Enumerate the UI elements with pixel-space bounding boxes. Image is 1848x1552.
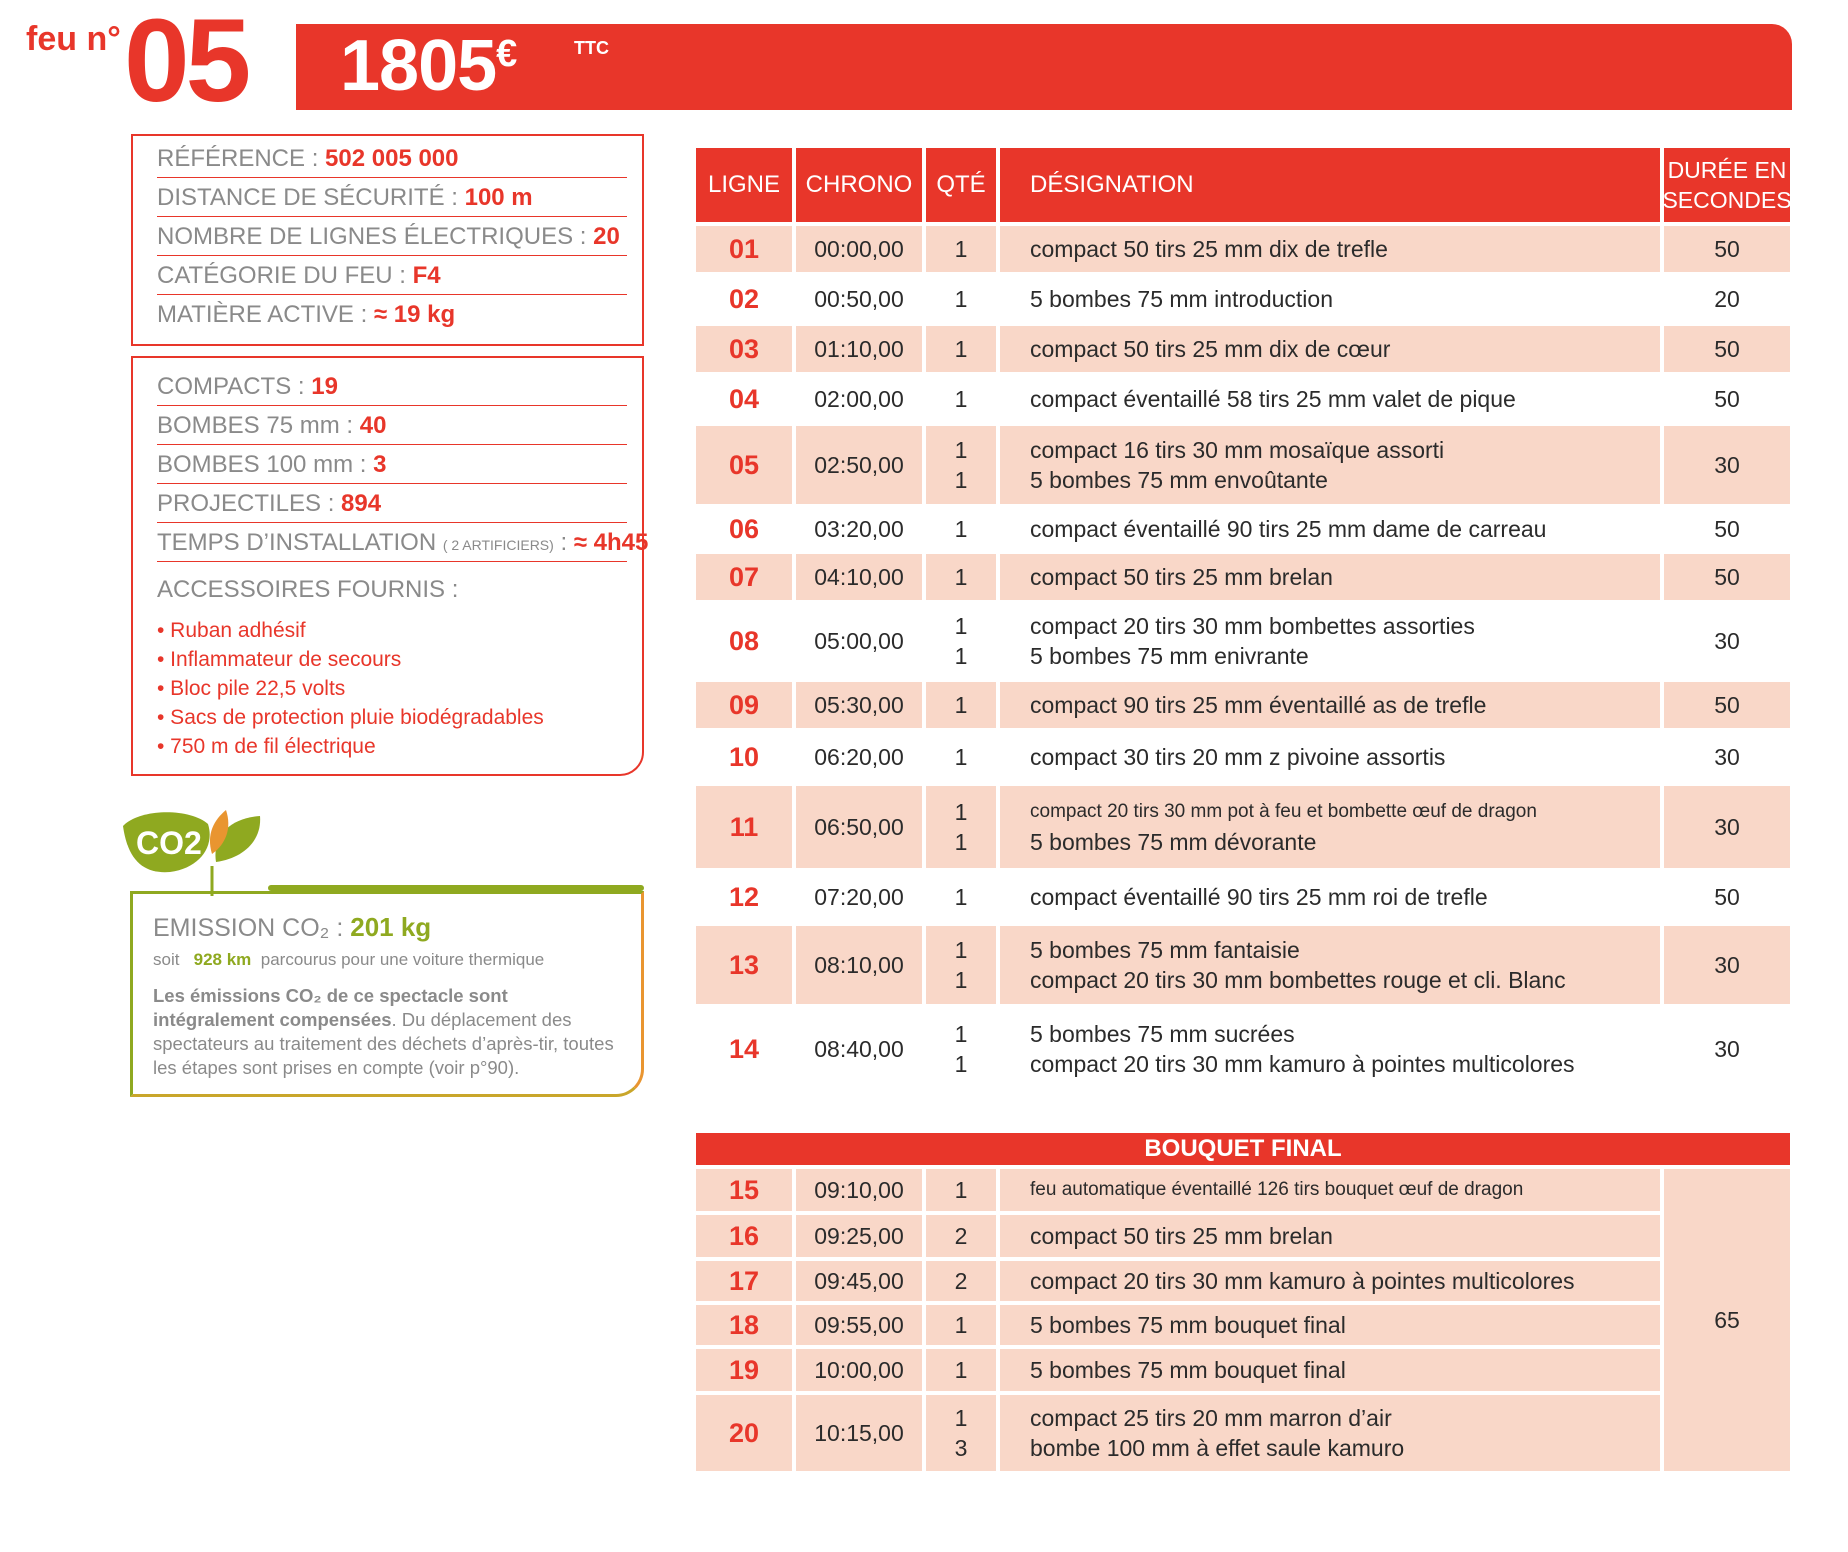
cell-designation bbox=[1000, 1305, 1660, 1345]
qte-line: 1 bbox=[954, 613, 968, 639]
price bbox=[340, 26, 517, 106]
qte-line: 1 bbox=[954, 692, 968, 718]
cell-duree: 50 bbox=[1714, 691, 1740, 718]
co2-leaf-icon bbox=[120, 806, 280, 896]
column-separator bbox=[1660, 682, 1664, 728]
currency: € bbox=[496, 33, 517, 75]
column-separator bbox=[922, 226, 926, 272]
qte-line: 1 bbox=[954, 1405, 968, 1431]
cell-qte bbox=[926, 1395, 996, 1471]
des-line: 5 bombes 75 mm envoûtante bbox=[1030, 467, 1328, 493]
stat-projectiles: PROJECTILES : 894 bbox=[157, 485, 627, 523]
cell-chrono: 08:10,00 bbox=[814, 951, 904, 978]
column-separator bbox=[996, 1349, 1000, 1391]
cell-designation bbox=[1000, 1215, 1660, 1257]
cell-ligne: 18 bbox=[728, 1309, 760, 1340]
column-separator bbox=[922, 1169, 926, 1211]
qte-line: 1 bbox=[954, 829, 968, 855]
cell-duree: 30 bbox=[1714, 813, 1740, 840]
column-separator bbox=[1660, 732, 1664, 782]
co2-box bbox=[130, 891, 644, 1097]
cell-designation bbox=[1000, 276, 1660, 322]
cell-qte bbox=[926, 226, 996, 272]
qte-line: 1 bbox=[954, 336, 968, 362]
column-separator bbox=[1660, 1349, 1664, 1391]
qte-line: 1 bbox=[954, 884, 968, 910]
price-bar bbox=[296, 24, 1792, 110]
stat-bombes-75: BOMBES 75 mm : 40 bbox=[157, 407, 627, 445]
column-separator bbox=[1660, 1261, 1664, 1301]
cell-designation bbox=[1000, 1395, 1660, 1471]
cell-qte bbox=[926, 682, 996, 728]
cell-ligne: 12 bbox=[728, 881, 760, 912]
column-separator bbox=[922, 1349, 926, 1391]
column-separator bbox=[792, 554, 796, 600]
cell-chrono: 09:45,00 bbox=[814, 1267, 904, 1294]
des-line: compact 30 tirs 20 mm z pivoine assortis bbox=[1030, 744, 1446, 770]
col-header-duree: DURÉE EN SECONDES bbox=[1664, 148, 1790, 222]
cell-ligne: 13 bbox=[728, 949, 760, 980]
column-separator bbox=[1660, 1395, 1664, 1471]
cell-chrono: 09:25,00 bbox=[814, 1222, 904, 1249]
qte-line: 1 bbox=[954, 1357, 968, 1383]
column-separator bbox=[792, 1395, 796, 1471]
cell-qte bbox=[926, 276, 996, 322]
qte-line: 2 bbox=[954, 1223, 968, 1249]
cell-chrono: 03:20,00 bbox=[814, 515, 904, 542]
column-separator bbox=[996, 376, 1000, 422]
stat-compacts: COMPACTS : 19 bbox=[157, 368, 627, 406]
column-separator bbox=[1660, 1169, 1664, 1211]
column-separator bbox=[996, 426, 1000, 504]
column-separator bbox=[996, 872, 1000, 922]
column-separator bbox=[1660, 926, 1664, 1004]
col-header-chrono: CHRONO bbox=[796, 148, 922, 222]
des-line: 5 bombes 75 mm bouquet final bbox=[1030, 1312, 1346, 1338]
cell-ligne: 20 bbox=[728, 1417, 760, 1448]
cell-ligne: 07 bbox=[728, 561, 760, 592]
des-line: compact 50 tirs 25 mm dix de cœur bbox=[1030, 336, 1391, 362]
column-separator bbox=[922, 604, 926, 678]
column-separator bbox=[792, 604, 796, 678]
column-separator bbox=[922, 554, 926, 600]
cell-chrono: 09:55,00 bbox=[814, 1311, 904, 1338]
des-line: compact 16 tirs 30 mm mosaïque assorti bbox=[1030, 437, 1445, 463]
qte-line: 2 bbox=[954, 1268, 968, 1294]
column-separator bbox=[1660, 604, 1664, 678]
cell-designation bbox=[1000, 732, 1660, 782]
column-separator bbox=[792, 276, 796, 322]
cell-chrono: 04:10,00 bbox=[814, 563, 904, 590]
column-separator bbox=[996, 1395, 1000, 1471]
cell-duree: 20 bbox=[1714, 285, 1740, 312]
accessories-list bbox=[157, 616, 544, 761]
cell-ligne: 06 bbox=[728, 513, 760, 544]
column-separator bbox=[922, 376, 926, 422]
cell-qte bbox=[926, 376, 996, 422]
column-separator bbox=[792, 1169, 796, 1211]
column-separator bbox=[996, 1008, 1000, 1090]
des-line: feu automatique éventaillé 126 tirs bouquet œuf de dragon bbox=[1030, 1179, 1524, 1200]
cell-duree: 30 bbox=[1714, 1035, 1740, 1062]
des-line: compact 20 tirs 30 mm kamuro à pointes multicolores bbox=[1030, 1268, 1575, 1294]
info-categorie: CATÉGORIE DU FEU : F4 bbox=[157, 257, 627, 295]
column-separator bbox=[922, 1305, 926, 1345]
des-line: compact 50 tirs 25 mm dix de trefle bbox=[1030, 236, 1388, 262]
cell-designation bbox=[1000, 554, 1660, 600]
column-separator bbox=[922, 1395, 926, 1471]
cell-qte bbox=[926, 1261, 996, 1301]
cell-ligne: 09 bbox=[728, 689, 760, 720]
col-header-ligne: LIGNE bbox=[696, 148, 792, 222]
cell-duree: 50 bbox=[1714, 883, 1740, 910]
cell-ligne: 10 bbox=[728, 741, 760, 772]
qte-line: 1 bbox=[954, 937, 968, 963]
ttc-label: TTC bbox=[574, 38, 609, 58]
cell-ligne: 03 bbox=[728, 333, 760, 364]
des-line: 5 bombes 75 mm bouquet final bbox=[1030, 1357, 1346, 1383]
column-separator bbox=[792, 786, 796, 868]
cell-designation bbox=[1000, 508, 1660, 550]
des-line: compact 50 tirs 25 mm brelan bbox=[1030, 1223, 1333, 1249]
cell-chrono: 00:00,00 bbox=[814, 235, 904, 262]
column-separator bbox=[1660, 326, 1664, 372]
qte-line: 1 bbox=[954, 1021, 968, 1047]
cell-designation bbox=[1000, 426, 1660, 504]
des-line: 5 bombes 75 mm introduction bbox=[1030, 286, 1333, 312]
column-separator bbox=[996, 226, 1000, 272]
price-value: 1805 bbox=[340, 26, 497, 106]
cell-qte bbox=[926, 508, 996, 550]
cell-duree: 50 bbox=[1714, 385, 1740, 412]
cell-designation bbox=[1000, 376, 1660, 422]
cell-designation bbox=[1000, 786, 1660, 868]
column-separator bbox=[792, 1261, 796, 1301]
column-separator bbox=[922, 682, 926, 728]
column-separator bbox=[1660, 554, 1664, 600]
accessory-item: • Bloc pile 22,5 volts bbox=[157, 677, 346, 700]
cell-qte bbox=[926, 326, 996, 372]
info-matiere: MATIÈRE ACTIVE : ≈ 19 kg bbox=[157, 301, 456, 328]
des-line: compact 25 tirs 20 mm marron d’air bbox=[1030, 1405, 1392, 1431]
column-separator bbox=[996, 276, 1000, 322]
column-separator bbox=[996, 554, 1000, 600]
column-separator bbox=[996, 786, 1000, 868]
column-separator bbox=[996, 1261, 1000, 1301]
accessory-item: • 750 m de fil électrique bbox=[157, 735, 376, 758]
column-separator bbox=[1660, 276, 1664, 322]
cell-ligne: 01 bbox=[728, 233, 760, 264]
qte-line: 1 bbox=[954, 1177, 968, 1203]
column-separator bbox=[922, 326, 926, 372]
cell-ligne: 02 bbox=[728, 283, 760, 314]
cell-designation bbox=[1000, 1261, 1660, 1301]
co2-text: Les émissions CO₂ de ce spectacle sont intégralement compensées. Du déplacement des spectateurs au traitement des déchets d’après-tir, toutes les étapes sont prises en compte (voir p°90). bbox=[153, 985, 614, 1078]
column-separator bbox=[922, 1215, 926, 1257]
cell-designation bbox=[1000, 326, 1660, 372]
column-separator bbox=[996, 1215, 1000, 1257]
co2-logo-text: CO2 bbox=[136, 825, 202, 861]
qte-line: 1 bbox=[954, 386, 968, 412]
column-separator bbox=[792, 226, 796, 272]
column-separator bbox=[1660, 226, 1664, 272]
des-line: compact éventaillé 90 tirs 25 mm roi de trefle bbox=[1030, 884, 1488, 910]
column-separator bbox=[996, 682, 1000, 728]
cell-ligne: 15 bbox=[728, 1174, 760, 1205]
cell-chrono: 00:50,00 bbox=[814, 285, 904, 312]
column-separator bbox=[792, 732, 796, 782]
column-separator bbox=[792, 508, 796, 550]
des-line: 5 bombes 75 mm sucrées bbox=[1030, 1021, 1295, 1047]
column-separator bbox=[792, 872, 796, 922]
column-separator bbox=[1660, 786, 1664, 868]
des-line: compact éventaillé 90 tirs 25 mm dame de carreau bbox=[1030, 516, 1547, 542]
cell-qte bbox=[926, 1215, 996, 1257]
cell-designation bbox=[1000, 226, 1660, 272]
cell-chrono: 09:10,00 bbox=[814, 1176, 904, 1203]
column-separator bbox=[792, 1349, 796, 1391]
feu-number: 05 bbox=[124, 0, 248, 127]
cell-chrono: 05:30,00 bbox=[814, 691, 904, 718]
des-line: compact 90 tirs 25 mm éventaillé as de trefle bbox=[1030, 692, 1487, 718]
cell-duree: 30 bbox=[1714, 451, 1740, 478]
cell-duree: 50 bbox=[1714, 563, 1740, 590]
column-separator bbox=[922, 926, 926, 1004]
des-line: compact éventaillé 58 tirs 25 mm valet de pique bbox=[1030, 386, 1516, 412]
feu-label: feu n° bbox=[26, 20, 121, 58]
cell-chrono: 02:00,00 bbox=[814, 385, 904, 412]
column-separator bbox=[996, 732, 1000, 782]
column-separator bbox=[1660, 1008, 1664, 1090]
column-separator bbox=[996, 1169, 1000, 1211]
cell-ligne: 04 bbox=[728, 383, 760, 414]
qte-line: 3 bbox=[954, 1435, 968, 1461]
cell-qte bbox=[926, 872, 996, 922]
accessory-item: • Sacs de protection pluie biodégradables bbox=[157, 706, 544, 729]
column-separator bbox=[1660, 426, 1664, 504]
des-line: compact 50 tirs 25 mm brelan bbox=[1030, 564, 1333, 590]
stats-box bbox=[131, 356, 649, 776]
cell-ligne: 05 bbox=[728, 449, 760, 480]
column-separator bbox=[922, 1008, 926, 1090]
cell-qte bbox=[926, 786, 996, 868]
column-separator bbox=[996, 926, 1000, 1004]
stat-installation: TEMPS D’INSTALLATION ( 2 ARTIFICIERS) : ≈ 4h45 bbox=[157, 524, 627, 562]
qte-line: 1 bbox=[954, 516, 968, 542]
cell-designation bbox=[1000, 604, 1660, 678]
cell-duree: 30 bbox=[1714, 951, 1740, 978]
qte-line: 1 bbox=[954, 467, 968, 493]
column-separator bbox=[792, 1305, 796, 1345]
cell-duree: 50 bbox=[1714, 515, 1740, 542]
column-separator bbox=[922, 1261, 926, 1301]
des-line: compact 20 tirs 30 mm pot à feu et bombette œuf de dragon bbox=[1030, 801, 1537, 822]
qte-line: 1 bbox=[954, 236, 968, 262]
des-line: compact 20 tirs 30 mm kamuro à pointes multicolores bbox=[1030, 1051, 1575, 1077]
cell-qte bbox=[926, 1349, 996, 1391]
column-separator bbox=[996, 508, 1000, 550]
qte-line: 1 bbox=[954, 1312, 968, 1338]
co2-emission: EMISSION CO₂ : 201 kg bbox=[153, 912, 432, 942]
cell-ligne: 16 bbox=[728, 1220, 760, 1251]
cell-duree: 50 bbox=[1714, 335, 1740, 362]
column-separator bbox=[922, 508, 926, 550]
column-separator bbox=[792, 376, 796, 422]
column-separator bbox=[922, 786, 926, 868]
cell-duree: 30 bbox=[1714, 627, 1740, 654]
cell-ligne: 19 bbox=[728, 1354, 760, 1385]
column-separator bbox=[1660, 1215, 1664, 1257]
qte-line: 1 bbox=[954, 437, 968, 463]
info-box bbox=[131, 134, 644, 346]
accessory-item: • Ruban adhésif bbox=[157, 619, 306, 642]
cell-chrono: 06:20,00 bbox=[814, 743, 904, 770]
col-header-qte: QTÉ bbox=[926, 148, 996, 222]
des-line: 5 bombes 75 mm enivrante bbox=[1030, 643, 1309, 669]
col-header-designation: DÉSIGNATION bbox=[1000, 148, 1660, 222]
cell-designation bbox=[1000, 926, 1660, 1004]
column-separator bbox=[922, 732, 926, 782]
cell-qte bbox=[926, 732, 996, 782]
cell-designation bbox=[1000, 1169, 1660, 1211]
qte-line: 1 bbox=[954, 967, 968, 993]
cell-chrono: 08:40,00 bbox=[814, 1035, 904, 1062]
column-separator bbox=[922, 872, 926, 922]
column-separator bbox=[792, 326, 796, 372]
column-separator bbox=[792, 682, 796, 728]
column-separator bbox=[1660, 376, 1664, 422]
cell-qte bbox=[926, 1169, 996, 1211]
column-separator bbox=[922, 276, 926, 322]
des-line: 5 bombes 75 mm dévorante bbox=[1030, 829, 1317, 855]
cell-ligne: 17 bbox=[728, 1265, 760, 1296]
cell-designation bbox=[1000, 872, 1660, 922]
co2-distance: soit 928 km parcourus pour une voiture thermique bbox=[153, 950, 545, 969]
accessory-item: • Inflammateur de secours bbox=[157, 648, 402, 671]
info-reference: RÉFÉRENCE : 502 005 000 bbox=[157, 140, 627, 178]
cell-ligne: 14 bbox=[728, 1033, 760, 1064]
qte-line: 1 bbox=[954, 1051, 968, 1077]
cell-chrono: 07:20,00 bbox=[814, 883, 904, 910]
cell-chrono: 05:00,00 bbox=[814, 627, 904, 654]
cell-qte bbox=[926, 926, 996, 1004]
info-distance: DISTANCE DE SÉCURITÉ : 100 m bbox=[157, 179, 627, 217]
cell-chrono: 10:15,00 bbox=[814, 1419, 904, 1446]
column-separator bbox=[792, 1008, 796, 1090]
cell-ligne: 08 bbox=[728, 625, 760, 656]
column-separator bbox=[792, 1215, 796, 1257]
cell-designation bbox=[1000, 682, 1660, 728]
des-line: bombe 100 mm à effet saule kamuro bbox=[1030, 1435, 1405, 1461]
column-separator bbox=[996, 326, 1000, 372]
cell-designation bbox=[1000, 1349, 1660, 1391]
column-separator bbox=[792, 926, 796, 1004]
qte-line: 1 bbox=[954, 564, 968, 590]
accessories-title: ACCESSOIRES FOURNIS : bbox=[157, 576, 459, 603]
column-separator bbox=[922, 426, 926, 504]
qte-line: 1 bbox=[954, 799, 968, 825]
cell-chrono: 01:10,00 bbox=[814, 335, 904, 362]
cell-qte bbox=[926, 554, 996, 600]
cell-ligne: 11 bbox=[729, 811, 759, 842]
column-separator bbox=[1660, 508, 1664, 550]
des-line: compact 20 tirs 30 mm bombettes rouge et cli. Blanc bbox=[1030, 967, 1566, 993]
column-separator bbox=[1660, 872, 1664, 922]
cell-chrono: 06:50,00 bbox=[814, 813, 904, 840]
qte-line: 1 bbox=[954, 643, 968, 669]
des-line: 5 bombes 75 mm fantaisie bbox=[1030, 937, 1300, 963]
cell-designation bbox=[1000, 1008, 1660, 1090]
qte-line: 1 bbox=[954, 286, 968, 312]
column-separator bbox=[996, 1305, 1000, 1345]
bouquet-final-duree: 65 bbox=[1664, 1169, 1790, 1471]
cell-duree: 30 bbox=[1714, 743, 1740, 770]
qte-line: 1 bbox=[954, 744, 968, 770]
stat-bombes-100: BOMBES 100 mm : 3 bbox=[157, 446, 627, 484]
column-separator bbox=[792, 426, 796, 504]
cell-chrono: 02:50,00 bbox=[814, 451, 904, 478]
des-line: compact 20 tirs 30 mm bombettes assorties bbox=[1030, 613, 1475, 639]
bouquet-final-title: BOUQUET FINAL bbox=[696, 1133, 1790, 1165]
info-lignes: NOMBRE DE LIGNES ÉLECTRIQUES : 20 bbox=[157, 218, 627, 256]
column-separator bbox=[996, 604, 1000, 678]
column-separator bbox=[1660, 1305, 1664, 1345]
cell-qte bbox=[926, 604, 996, 678]
cell-chrono: 10:00,00 bbox=[814, 1356, 904, 1383]
cell-qte bbox=[926, 426, 996, 504]
cell-duree: 50 bbox=[1714, 235, 1740, 262]
cell-qte bbox=[926, 1008, 996, 1090]
cell-qte bbox=[926, 1305, 996, 1345]
